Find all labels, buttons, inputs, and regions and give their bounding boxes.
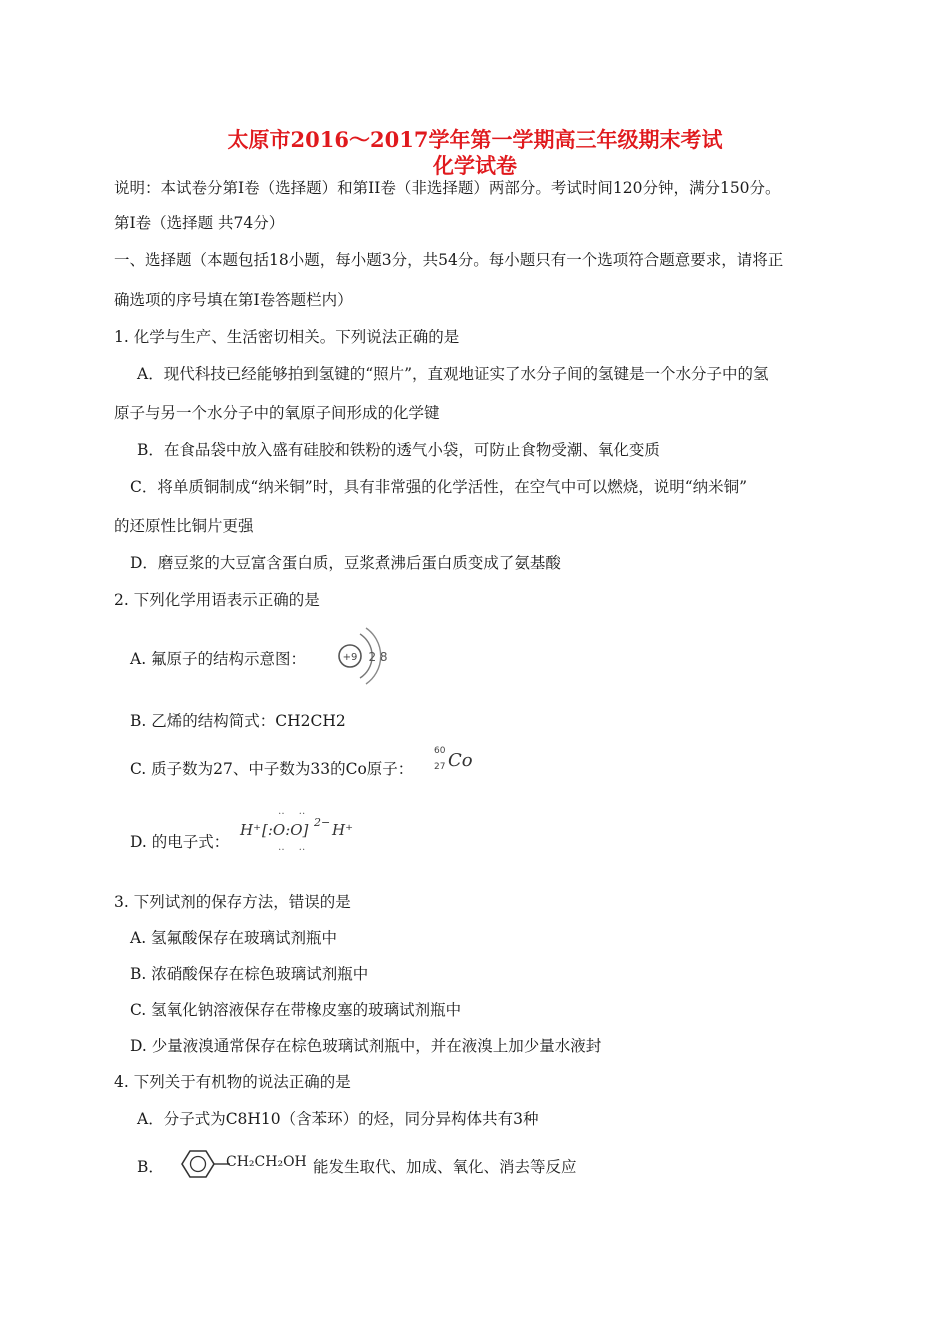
section-heading-line1: 一、选择题（本题包括18小题，每小题3分，共54分。每小题只有一个选项符合题意要求，请将正 — [114, 251, 784, 269]
q3-option-c: C. 氢氧化钠溶液保存在带橡皮塞的玻璃试剂瓶中 — [130, 1001, 462, 1019]
peroxide-h-right: H⁺ — [332, 821, 353, 839]
phenylethanol-group: CH₂CH₂OH — [226, 1154, 307, 1170]
q3-stem: 3. 下列试剂的保存方法，错误的是 — [114, 893, 351, 911]
cobalt-symbol: Co — [448, 750, 473, 771]
fluorine-atom-diagram-icon — [330, 624, 400, 688]
q1-option-a-line1: A．现代科技已经能够拍到氢键的“照片”，直观地证实了水分子间的氢键是一个水分子中的氢 — [137, 365, 769, 383]
section-heading-line2: 确选项的序号填在第I卷答题栏内） — [114, 291, 353, 309]
q1-option-c-line2: 的还原性比铜片更强 — [114, 517, 254, 535]
q1-stem: 1. 化学与生产、生活密切相关。下列说法正确的是 — [114, 328, 460, 346]
q1-option-b: B．在食品袋中放入盛有硅胶和铁粉的透气小袋，可防止食物受潮、氧化变质 — [137, 441, 660, 459]
q3-option-a: A. 氢氟酸保存在玻璃试剂瓶中 — [130, 929, 338, 947]
part1-heading: 第I卷（选择题 共74分） — [114, 214, 285, 232]
q1-option-d: D．磨豆浆的大豆富含蛋白质，豆浆煮沸后蛋白质变成了氨基酸 — [130, 554, 561, 572]
peroxide-electron-formula — [240, 806, 370, 858]
lone-pair-dots-bottom-icon: ‥‥ — [278, 842, 320, 853]
q4-stem: 4. 下列关于有机物的说法正确的是 — [114, 1073, 351, 1091]
fluorine-nucleus-label: +9 — [342, 652, 358, 663]
exam-title-line2: 化学试卷 — [433, 153, 517, 178]
benzene-ring-icon — [172, 1144, 232, 1184]
cobalt-mass-number: 60 — [434, 746, 446, 756]
q2-option-a: A. 氟原子的结构示意图： — [130, 650, 307, 668]
peroxide-charge: 2− — [314, 816, 331, 829]
fluorine-shell-label: 2 8 — [368, 650, 388, 664]
exam-title-line1: 太原市2016～2017学年第一学期高三年级期末考试 — [227, 127, 723, 152]
exam-note: 说明：本试卷分第I卷（选择题）和第II卷（非选择题）两部分。考试时间120分钟，满分150分。 — [114, 179, 781, 197]
cobalt-atomic-number: 27 — [434, 762, 446, 772]
q3-option-d: D. 少量液溴通常保存在棕色玻璃试剂瓶中，并在液溴上加少量水液封 — [130, 1037, 602, 1055]
q4-option-b-text: 能发生取代、加成、氧化、消去等反应 — [313, 1158, 577, 1176]
q1-option-a-line2: 原子与另一个水分子中的氧原子间形成的化学键 — [114, 404, 440, 422]
q4-option-a: A．分子式为C8H10（含苯环）的烃，同分异构体共有3种 — [137, 1110, 539, 1128]
q2-option-b: B. 乙烯的结构简式：CH2CH2 — [130, 712, 346, 730]
peroxide-h-left: H⁺ — [240, 821, 261, 839]
q2-option-c: C. 质子数为27、中子数为33的Co原子： — [130, 760, 414, 778]
q3-option-b: B. 浓硝酸保存在棕色玻璃试剂瓶中 — [130, 965, 369, 983]
peroxide-core: [:O:O] — [262, 821, 309, 839]
lone-pair-dots-top-icon: ‥‥ — [278, 806, 320, 817]
q2-stem: 2. 下列化学用语表示正确的是 — [114, 591, 320, 609]
q2-option-d: D. 的电子式： — [130, 833, 230, 851]
q1-option-c-line1: C．将单质铜制成“纳米铜”时，具有非常强的化学活性，在空气中可以燃烧，说明“纳米铜” — [130, 478, 748, 496]
q4-option-b-label: B． — [137, 1158, 164, 1176]
